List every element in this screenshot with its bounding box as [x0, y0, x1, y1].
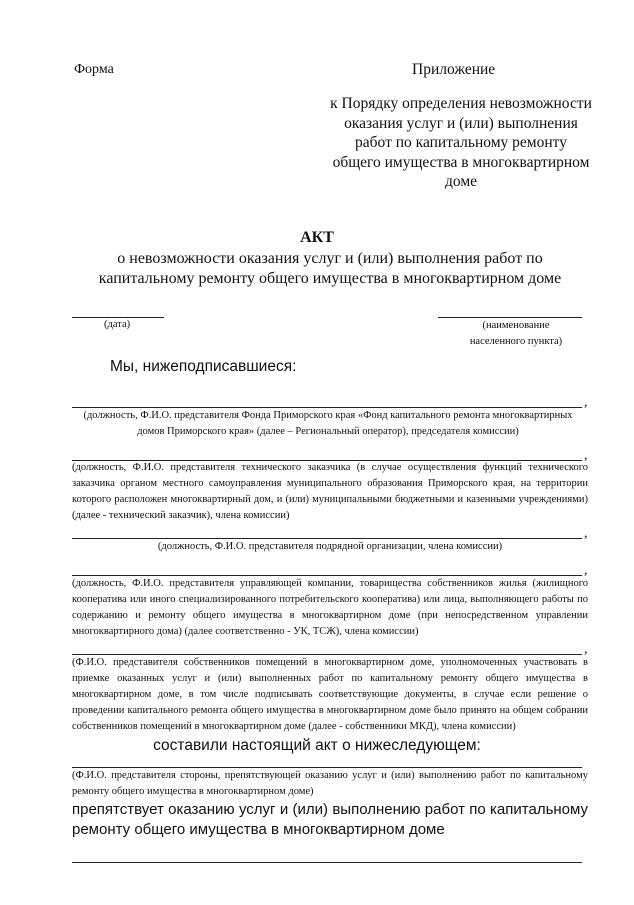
locality-caption: (наименование населенного пункта): [469, 320, 563, 347]
reason-line[interactable]: [72, 862, 582, 863]
participant-2-comma: ,: [584, 448, 588, 463]
date-caption: (дата): [104, 319, 131, 330]
intro-text: Мы, нижеподписавшиеся:: [110, 358, 297, 375]
obstructing-party-caption: (Ф.И.О. представителя стороны, препятствующей оказанию услуг и (или) выполнению работ по капитальному ремонту общего имущества в многоквартирном доме): [72, 770, 588, 797]
form-label: Форма: [74, 62, 114, 77]
composed-text: составили настоящий акт о нижеследующем:: [153, 737, 481, 754]
participant-3-comma: ,: [584, 526, 588, 541]
participant-1-caption: (должность, Ф.И.О. представителя Фонда Приморского края «Фонд капитального ремонта многоквартирных домов Приморского края» (далее – Региональный оператор), председателя комиссии): [83, 410, 573, 437]
document-title: АКТ: [300, 229, 334, 246]
obstructs-text: препятствует оказанию услуг и (или) выполнению работ по капитальному ремонту общего имущества в многоквартирном доме: [72, 801, 588, 838]
participant-4-caption: (должность, Ф.И.О. представителя управляющей компании, товарищества собственников жилья (жилищного кооператива или иного специализированного потребительского кооператива) или лица, выполняющего работы по содержанию и ремонту общего имущества в многоквартирном доме (при непосредственном управлении многоквартирного дома) (далее соответственно - УК, ТСЖ), члена комиссии): [72, 578, 588, 637]
participant-1-comma: ,: [584, 395, 588, 410]
participant-5-comma: ,: [584, 642, 588, 657]
appendix-text: к Порядку определения невозможности оказания услуг и (или) выполнения работ по капитальному ремонту общего имущества в многоквартирном доме: [330, 95, 592, 190]
participant-3-caption: (должность, Ф.И.О. представителя подрядной организации, члена комиссии): [157, 541, 503, 552]
document-subtitle: о невозможности оказания услуг и (или) выполнения работ по капитальному ремонту общего имущества в многоквартирном доме: [98, 250, 562, 287]
participant-5-caption: (Ф.И.О. представителя собственников помещений в многоквартирном доме, уполномоченных участвовать в приемке оказанных услуг и (или) выполненных работ по капитальному ремонту общего имущества в многоквартирном доме, в том числе подписывать соответствующие документы, в случае если решение о проведении капитального ремонта общего имущества в многоквартирном доме было принято на общем собрании собственников помещений в многоквартирном доме (далее - собственники МКД), члена комиссии): [72, 657, 588, 732]
participant-2-caption: (должность, Ф.И.О. представителя технического заказчика (в случае осуществления функций технического заказчика органом местного самоуправления муниципального образования Приморского края, на территории которого расположен многоквартирный дом, и (или) муниципальными бюджетными и казенными учреждениями) (далее - технический заказчик), члена комиссии): [72, 462, 588, 521]
participant-4-comma: ,: [584, 563, 588, 578]
appendix-label: Приложение: [412, 61, 496, 78]
